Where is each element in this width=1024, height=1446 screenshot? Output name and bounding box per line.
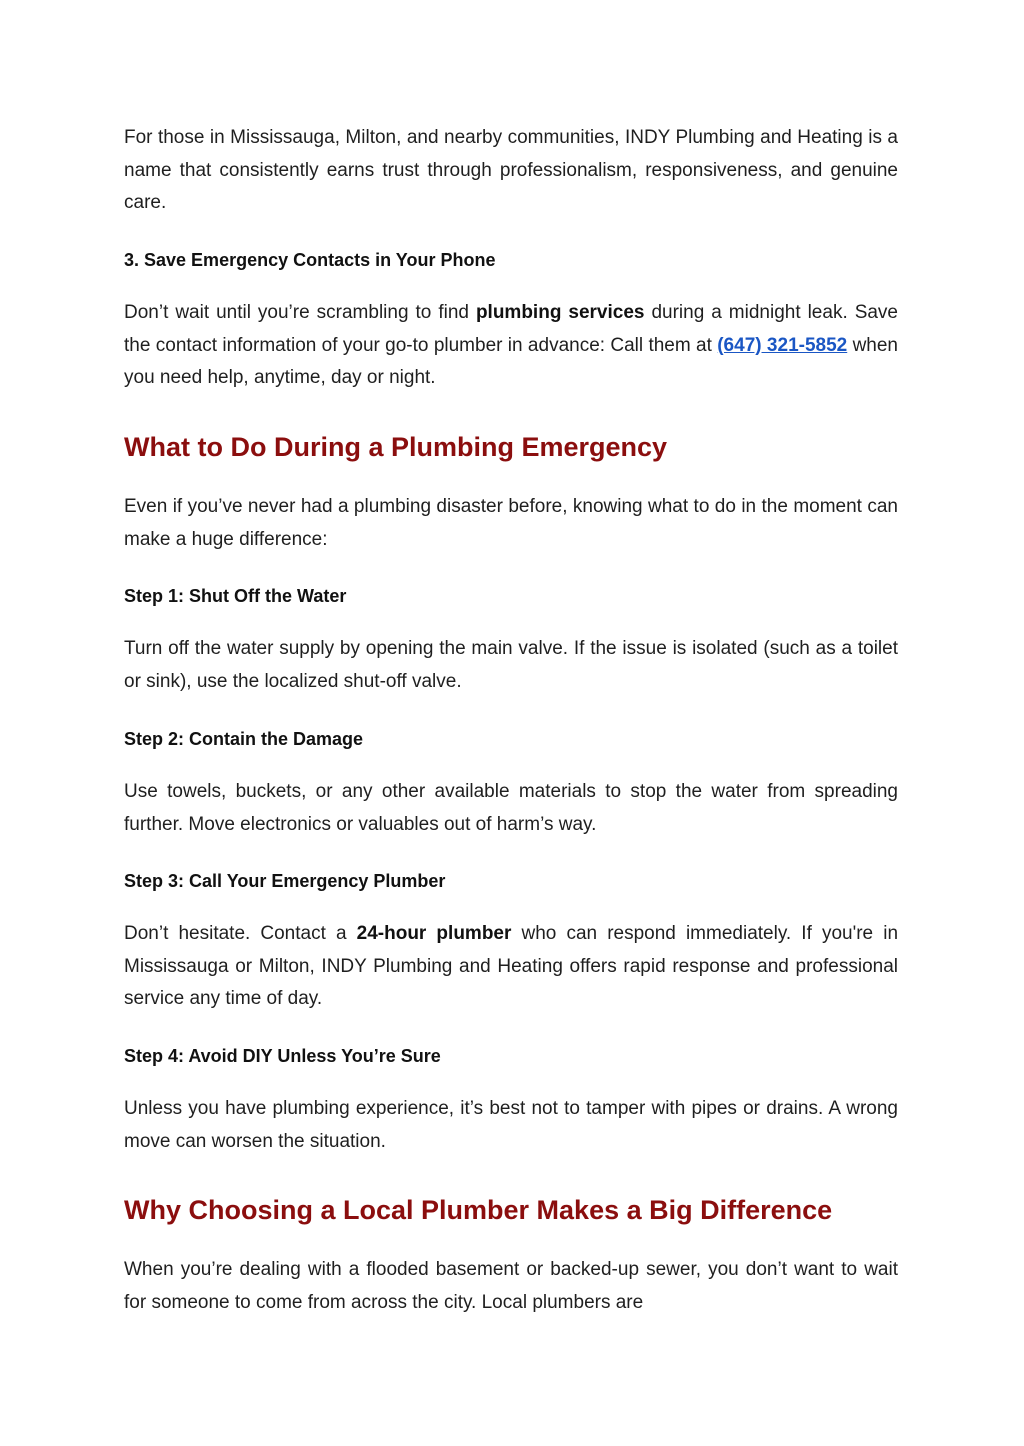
intro-paragraph: For those in Mississauga, Milton, and nearby communities, INDY Plumbing and Heating is a name that consistently earns trust through professionalism, responsiveness, and genuine care.	[124, 127, 898, 213]
during-emergency-intro: Even if you’ve never had a plumbing disaster before, knowing what to do in the moment can make a huge difference:	[124, 496, 898, 550]
step2-title: Step 2: Contain the Damage	[124, 729, 364, 749]
phone-link[interactable]: (647) 321-5852	[717, 334, 848, 356]
text-segment: when you need help, anytime, day or night.	[124, 334, 898, 388]
step3-title: Step 3: Call Your Emergency Plumber	[124, 871, 446, 891]
text-segment: during a midnight leak. Save the contact information of your go-to plumber in advance: Call them at	[124, 302, 899, 356]
step4-title: Step 4: Avoid DIY Unless You’re Sure	[124, 1046, 441, 1066]
bold-24-hour-plumber: 24-hour plumber	[356, 923, 512, 944]
step2-text: Use towels, buckets, or any other available materials to stop the water from spreading further. Move electronics or valuables out of harm’s way.	[124, 781, 898, 835]
save-contacts-paragraph	[124, 297, 898, 395]
step1-text: Turn off the water supply by opening the main valve. If the issue is isolated (such as a toilet or sink), use the localized shut-off valve.	[124, 638, 898, 692]
step1-title: Step 1: Shut Off the Water	[124, 586, 347, 606]
text-segment: who can respond immediately. If you're in Mississauga or Milton, INDY Plumbing and Heating offers rapid response and professional service any time of day.	[124, 923, 899, 1009]
local-plumber-paragraph: When you’re dealing with a flooded basement or backed-up sewer, you don’t want to wait for someone to come from across the city. Local plumbers are	[124, 1259, 898, 1313]
step3-text	[124, 918, 898, 1016]
heading-during-emergency: What to Do During a Plumbing Emergency	[124, 432, 668, 462]
text-segment: Don’t wait until you’re scrambling to find	[124, 302, 476, 323]
step4-text: Unless you have plumbing experience, it’s best not to tamper with pipes or drains. A wrong move can worsen the situation.	[124, 1098, 898, 1152]
text-segment: Don’t hesitate. Contact a	[124, 923, 357, 944]
subheading-save-contacts: 3. Save Emergency Contacts in Your Phone	[124, 250, 496, 270]
heading-local-plumber: Why Choosing a Local Plumber Makes a Big Difference	[124, 1195, 833, 1225]
bold-plumbing-services: plumbing services	[475, 302, 645, 323]
